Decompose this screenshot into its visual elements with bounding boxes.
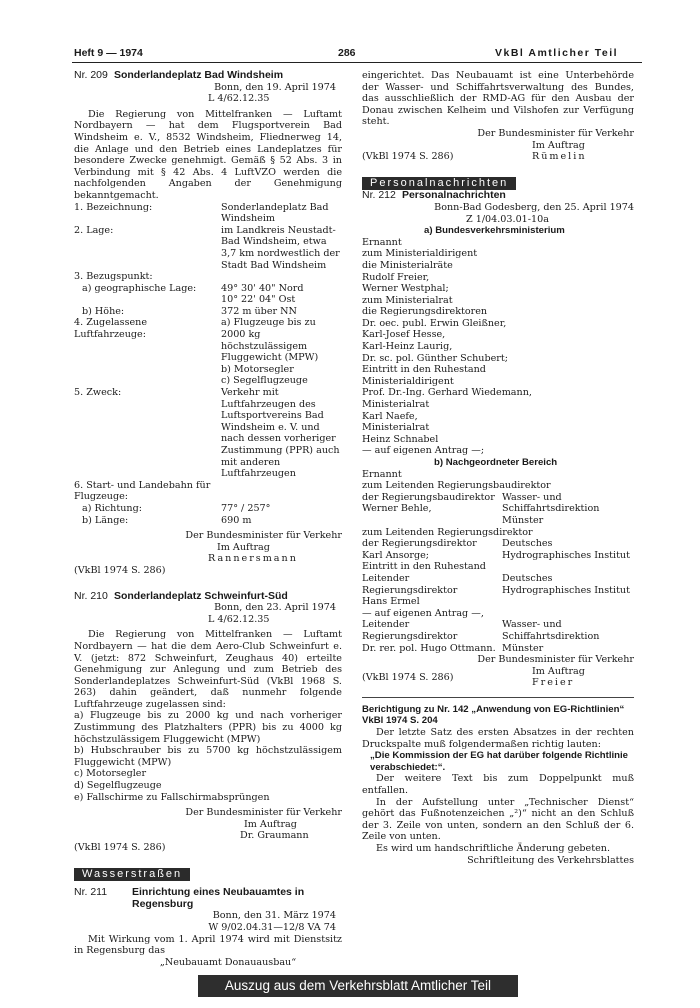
n212-a-line: Werner Westphal; [362, 283, 449, 295]
left-column [74, 70, 342, 968]
correction-p3: In der Aufstellung unter „Technischer Dienst“ gehört das Fußnotenzeichen „²)“ nicht an den Schluß der 3. Zeile von unten, sondern an den Schluß der 6. Zeile von unten. [362, 796, 634, 843]
n210-heading [74, 591, 342, 603]
n210-item-d: d) Segelflugzeuge [74, 780, 162, 792]
n210-item-b: b) Hubschrauber bis zu 5700 kg höchstzulässigem Fluggewicht (MPW) [74, 745, 342, 768]
n211-signature-lines [502, 140, 634, 163]
n212-b-ruhestand: Eintritt in den Ruhestand [362, 561, 486, 573]
n209-detail-value: 690 m [221, 514, 252, 526]
n212-title: Personalnachrichten [401, 189, 506, 202]
n210-ref: L 4/62.12.35 [208, 613, 270, 625]
section-banner-wasserstrassen: Wasserstraßen [74, 868, 190, 882]
n209-signature-auftrag: Im Auftrag [217, 541, 270, 553]
n212-date: Bonn-Bad Godesberg, den 25. April 1974 [434, 201, 634, 213]
n210-title: Sonderlandeplatz Schweinfurt-Süd [113, 589, 288, 602]
n212-section-a-list [362, 237, 634, 457]
n209-title: Sonderlandeplatz Bad Windsheim [113, 69, 284, 81]
n210-item-c: c) Motorsegler [74, 768, 147, 780]
n212-number: Nr. 212 [362, 189, 396, 202]
footer-banner: Auszug aus dem Verkehrsblatt Amtlicher Teil [198, 975, 518, 997]
n212-signature-org: Der Bundesminister für Verkehr [477, 654, 634, 666]
n212-signature-block [362, 666, 634, 689]
n212-b-row3-person: Leitender Regierungsdirektor Hans Ermel — auf eigenen Antrag —, [362, 572, 484, 619]
n212-b-row4 [362, 619, 634, 654]
n209-detail-key: b) Länge: [82, 514, 129, 526]
n212-b-row1 [362, 492, 634, 527]
n212-a-line: Karl-Josef Hesse, [362, 329, 446, 341]
n212-citation: (VkBl 1974 S. 286) [362, 671, 454, 683]
n210-citation: (VkBl 1974 S. 286) [74, 842, 166, 853]
n209-detail-value: 49° 30' 40" Nord 10° 22' 04" Ost [221, 282, 304, 306]
header-issue: Heft 9 — 1974 [74, 47, 143, 59]
n209-detail-row [74, 225, 342, 271]
n212-signature-name: Freier [532, 677, 575, 689]
n210-signature-org: Der Bundesminister für Verkehr [185, 807, 342, 819]
n209-detail-key: 4. Zugelassene Luftfahrzeuge: [74, 317, 148, 341]
n212-section-b: b) Nachgeordneter Bereich [434, 457, 558, 468]
page-number: 286 [338, 47, 356, 59]
n209-detail-key: 3. Bezugspunkt: [74, 271, 153, 283]
n212-b-row1-person: der Regierungsbaudirektor Werner Behle, [362, 491, 495, 515]
n209-detail-value: 372 m über NN [221, 305, 297, 317]
n212-a-line: die Ministerialräte [362, 259, 453, 271]
n212-a-line: Dr. sc. pol. Günther Schubert; [362, 352, 508, 364]
n209-detail-value: im Landkreis Neustadt-Bad Windsheim, etwa 3,7 km nordwestlich der Stadt Bad Windsheim [221, 224, 340, 271]
n212-a-line: Ministerialrat [362, 422, 430, 434]
correction-p2: Der weitere Text bis zum Doppelpunkt muß entfallen. [362, 773, 634, 797]
n211-heading [74, 887, 342, 910]
n211-signature-name: Rümelin [532, 151, 587, 163]
n212-section-a: a) Bundesverkehrsministerium [424, 225, 565, 237]
correction-p4: Es wird um handschriftliche Änderung gebeten. [376, 843, 610, 854]
n209-detail-key: b) Höhe: [82, 305, 125, 317]
n212-a-line: Prof. Dr.-Ing. Gerhard Wiedemann, [362, 387, 532, 399]
n209-detail-row [74, 515, 342, 527]
n210-item-e: e) Fallschirme zu Fallschirmabsprüngen [74, 791, 270, 803]
n209-detail-row [74, 271, 342, 283]
n209-detail-row [74, 387, 342, 480]
n211-office-name: „Neubauamt Donauausbau“ [159, 956, 297, 968]
n209-detail-key: a) Richtung: [82, 502, 142, 514]
n209-detail-row [74, 306, 342, 318]
n211-date: Bonn, den 31. März 1974 [212, 910, 336, 922]
header-rule [72, 62, 642, 63]
n209-signature-name: Rannersmann [208, 553, 298, 565]
n210-body: Die Regierung von Mittelfranken — Luftamt Nordbayern — hat die dem Aero-Club Schweinfurt e. V. (jetzt: 872 Schweinfurt, Zeughaus 40) erteilte Genehmigung zur Anlegung und zum Betrieb des Sonderlandeplatzes Schweinfurt-Süd (VkBl 1968 S. 263) dahin geändert, daß nunmehr folgende Luftfahrzeuge zugelassen sind: [74, 629, 342, 710]
n210-number: Nr. 210 [74, 589, 108, 602]
n210-date: Bonn, den 23. April 1974 [214, 602, 336, 614]
n211-signature-auftrag: Im Auftrag [532, 139, 585, 151]
n212-a-line: Karl-Heinz Laurig, [362, 341, 453, 353]
n209-signature-org: Der Bundesminister für Verkehr [185, 530, 342, 542]
n209-detail-row [74, 202, 342, 225]
n209-detail-key: a) geographische Lage: [82, 282, 197, 294]
n209-detail-row [74, 283, 342, 306]
n211-signature-org: Der Bundesminister für Verkehr [477, 127, 634, 139]
n212-signature-auftrag: Im Auftrag [532, 665, 585, 677]
correction-signature: Schriftleitung des Verkehrsblattes [467, 854, 634, 866]
n212-a-line: die Regierungsdirektoren [362, 306, 488, 318]
n209-number: Nr. 209 [74, 69, 108, 81]
n212-b-row2-person: der Regierungsdirektor Karl Ansorge; [362, 538, 477, 561]
n212-a-line: Ernannt [362, 236, 402, 248]
n209-detail-key: 5. Zweck: [74, 387, 122, 399]
n209-details [74, 202, 342, 527]
n209-detail-value: 77° / 257° [221, 502, 271, 514]
n212-b-row2 [362, 538, 634, 561]
n212-b-ernannt: Ernannt [362, 468, 402, 480]
n212-heading [362, 190, 634, 202]
n212-b-row4-agency: Wasser- und Schiffahrtsdirektion Münster [502, 619, 600, 654]
n209-heading [74, 70, 342, 82]
right-column [362, 70, 634, 866]
n212-ref: Z 1/04.03.01-10a [466, 213, 549, 225]
n212-b-row2-agency: Deutsches Hydrographisches Institut [502, 538, 630, 561]
n209-citation: (VkBl 1974 S. 286) [74, 564, 166, 576]
correction-title: Berichtigung zu Nr. 142 „Anwendung von EG-Richtlinien“ VkBl 1974 S. 204 [362, 703, 625, 727]
n212-b-row3 [362, 573, 634, 619]
n209-detail-value: Verkehr mit Luftfahrzeugen des Luftsportvereins Bad Windsheim e. V. und nach dessen vorheriger Zustimmung (PPR) auch mit anderen Luftfahrzeugen [221, 387, 340, 480]
n209-detail-row [74, 503, 342, 515]
n209-date: Bonn, den 19. April 1974 [214, 81, 336, 93]
n212-a-line: Heinz Schnabel [362, 433, 439, 445]
n209-detail-value: Sonderlandeplatz Bad Windsheim [221, 201, 329, 225]
n212-b-zum2: zum Leitenden Regierungsdirektor [362, 526, 533, 538]
n209-ref: L 4/62.12.35 [208, 93, 270, 105]
n210-signature-auftrag: Im Auftrag [244, 818, 297, 830]
n212-a-line: Ministerialdirigent [362, 375, 454, 387]
n212-a-line: zum Ministerialdirigent [362, 248, 478, 260]
n209-detail-key: 2. Lage: [74, 224, 114, 236]
n212-a-line: Karl Naefe, [362, 410, 418, 422]
n211-citation: (VkBl 1974 S. 286) [362, 150, 454, 162]
n212-a-line: zum Ministerialrat [362, 294, 453, 306]
n211-body: Mit Wirkung vom 1. April 1974 wird mit Dienstsitz in Regensburg das [74, 933, 342, 957]
n212-b-zum1: zum Leitenden Regierungsbaudirektor [362, 480, 551, 492]
n212-a-line: Rudolf Freier, [362, 271, 430, 283]
section-banner-personal: Personalnachrichten [362, 177, 516, 191]
n212-a-line: Ministerialrat [362, 399, 430, 411]
n211-continuation: eingerichtet. Das Neubauamt ist eine Unterbehörde der Wasser- und Schiffahrtsverwaltung des Bundes, das ausschließlich der RMD-AG für den Ausbau der Donau zwischen Kelheim und Vilshofen zur Verfügung steht. [362, 70, 634, 128]
n212-b-row4-person: Leitender Regierungsdirektor Dr. rer. pol. Hugo Ottmann. [362, 619, 496, 654]
n212-a-line: — auf eigenen Antrag —; [362, 445, 485, 457]
correction-quote: „Die Kommission der EG hat darüber folgende Richtlinie verabschiedet:“. [370, 750, 629, 773]
divider [362, 697, 634, 698]
n209-detail-key: 1. Bezeichnung: [74, 201, 153, 213]
n212-a-line: Dr. oec. publ. Erwin Gleißner, [362, 317, 507, 329]
n212-a-line: Eintritt in den Ruhestand [362, 364, 486, 376]
n209-detail-value [221, 480, 342, 503]
n211-title: Einrichtung eines Neubauamtes in Regensburg [132, 886, 305, 910]
n209-detail-key: 6. Start- und Landebahn für Flugzeuge: [74, 479, 211, 503]
n212-signature-lines [502, 666, 634, 689]
n211-number: Nr. 211 [74, 886, 108, 899]
n209-detail-row [74, 480, 342, 503]
n211-ref: W 9/02.04.31—12/8 VA 74 [208, 921, 336, 933]
n212-b-row1-agency: Wasser- und Schiffahrtsdirektion Münster [502, 491, 600, 526]
n210-signature-name: Dr. Graumann [240, 830, 309, 842]
n209-detail-value: a) Flugzeuge bis zu 2000 kg höchstzulässigem Fluggewicht (MPW) b) Motorsegler c) Segelflugzeuge [221, 317, 319, 387]
n209-detail-value [221, 271, 342, 283]
correction-p1: Der letzte Satz des ersten Absatzes in der rechten Druckspalte muß folgendermaßen richtig lauten: [362, 727, 634, 750]
n212-b-row3-agency: Deutsches Hydrographisches Institut [502, 572, 630, 596]
n211-signature-block [362, 140, 634, 163]
header-section: VkBl Amtlicher Teil [495, 47, 619, 59]
n210-item-a: a) Flugzeuge bis zu 2000 kg und nach vorheriger Zustimmung des Platzhalters (PPR) bis zu 4000 kg höchstzulässigem Fluggewicht (MPW) [74, 710, 342, 745]
n209-detail-row [74, 317, 342, 387]
n209-body: Die Regierung von Mittelfranken — Luftamt Nordbayern — hat dem Flugsportverein Bad Windsheim e. V., 8532 Windsheim, Fliednerweg 14, die Anlage und den Betrieb eines Landeplatzes für besondere Zwecke genehmigt. Gemäß § 52 Abs. 3 in Verbindung mit § 42 Abs. 4 LuftVZO werden die nachfolgenden Angaben der Genehmigung bekanntgemacht. [74, 108, 342, 201]
